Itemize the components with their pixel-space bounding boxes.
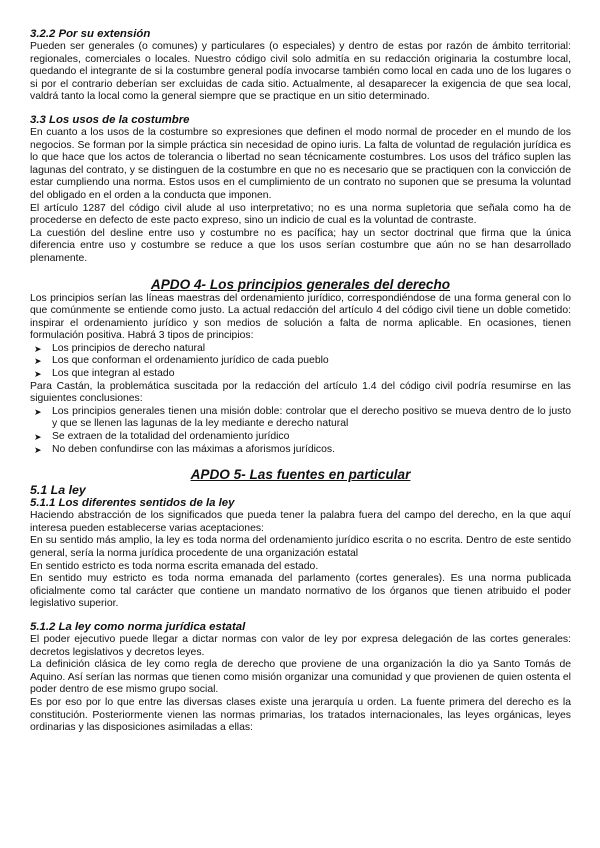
list-item: ➤ Se extraen de la totalidad del ordenamiento jurídico: [34, 431, 290, 443]
section-5-1-1-paragraph-4: En sentido muy estricto es toda norma emanada del parlamento (cortes generales). Es una norma publicada oficialmente como tal carácter que contiene un mandato normativo de los órganos que tienen atribuido el poder legislativo superior.: [30, 573, 571, 610]
apdo-4-paragraph-2: Para Castán, la problemática suscitada por la redacción del artículo 1.4 del código civil podría resumirse en las siguientes conclusiones:: [30, 380, 571, 405]
apdo-4-title: APDO 4- Los principios generales del derecho: [150, 276, 451, 292]
list-item: ➤ No deben confundirse con las máximas a aforismos jurídicos.: [34, 443, 335, 455]
section-3-3-paragraph-1: En cuanto a los usos de la costumbre so expresiones que definen el modo normal de proceder en el mundo de los negocios. Se forman por la simple práctica sin necesidad de opino iuris. La falta de voluntad de regulación jurídica es lo que hace que los actos de tolerancia o libertad no sean técnicamente costumbres. Los usos del tráfico suplen las lagunas del contrato, y se distinguen de la costumbre en que no es necesario que se practiquen con la convicción de estar cumpliendo una norma. Estos usos en el cumplimiento de un contrato no suponen que se presuma la voluntad del obligado en el orden a la conducta que imponen.: [30, 126, 571, 201]
list-item: ➤ Los principios de derecho natural: [34, 342, 206, 354]
section-3-3-title: 3.3 Los usos de la costumbre: [30, 113, 190, 126]
section-5-1-2-paragraph-1: El poder ejecutivo puede llegar a dictar normas con valor de ley por expresa delegación de las cortes generales: decretos legislativos y decretos leyes.: [30, 633, 571, 658]
section-5-1-title: 5.1 La ley: [30, 483, 86, 498]
arrowhead-bullet-icon: ➤: [34, 432, 42, 443]
arrowhead-bullet-icon: ➤: [34, 444, 42, 455]
section-3-2-2-title: 3.2.2 Por su extensión: [30, 28, 151, 40]
section-5-1-1-paragraph-1: Haciendo abstracción de los significados que pueda tener la palabra fuera del campo del derecho, en la que aquí interesa pueden establecerse varias aceptaciones:: [30, 510, 571, 534]
arrowhead-bullet-icon: ➤: [34, 343, 42, 354]
section-5-1-2-title: 5.1.2 La ley como norma jurídica estatal: [30, 620, 246, 633]
section-3-3-paragraph-3: La cuestión del desline entre uso y costumbre no es pacífica; hay un sector doctrinal que firma que la única diferencia entre uso y costumbre se reduce a que los usos serían costumbre que aún no se han desarrollado plenamente.: [30, 227, 571, 264]
section-3-2-2-paragraph: Pueden ser generales (o comunes) y particulares (o especiales) y dentro de estas por razón de ámbito territorial: regionales, comerciales o locales. Nuestro código civil solo admitía en su redacción originaria la costumbre local, quedando el integrante de si la costumbre general podía invocarse también como local en cada uno de los lugares o si por el contrario deberían ser excluidas de cada sitio. Actualmente, al desaparecer la exigencia de que sea local, valdrá tanto la local como la general siempre que se practique en un sitio determinado.: [30, 41, 571, 103]
arrowhead-bullet-icon: ➤: [34, 369, 42, 380]
conclusions-list: [30, 406, 571, 456]
section-5-1-1-paragraph-2: En su sentido más amplio, la ley es toda norma del ordenamiento jurídico escrita o no escrita. Dentro de este sentido general, sería la norma jurídica procedente de una organización estatal: [30, 535, 571, 559]
apdo-5-title: APDO 5- Las fuentes en particular: [190, 467, 411, 483]
section-5-1-2-paragraph-3: Es por eso por lo que entre las diversas clases existe una jerarquía u orden. La fuente primera del derecho es la constitución. Posteriormente vienen las normas primarias, los tratados internacionales, las leyes orgánicas, leyes ordinarias y las disposiciones asimiladas a ellas:: [30, 696, 571, 734]
section-5-1-1-title: 5.1.1 Los diferentes sentidos de la ley: [30, 497, 235, 510]
list-item: ➤ Los principios generales tienen una misión doble: controlar que el derecho positivo se mueva dentro de lo justo y que se llenen las lagunas de la ley mediante e derecho natural: [34, 405, 571, 430]
list-item: ➤ Los que conforman el ordenamiento jurídico de cada pueblo: [34, 355, 329, 367]
section-3-3-paragraph-2: El artículo 1287 del código civil alude al uso interpretativo; no es una norma supletoria que señala como ha de procederse en defecto de este pacto expreso, sino un indicio de cual es la voluntad de contraste.: [30, 202, 571, 227]
list-item: ➤ Los que integran al estado: [34, 368, 175, 380]
section-5-1-2-paragraph-2: La definición clásica de ley como regla de derecho que proviene de una organización la dio ya Santo Tomás de Aquino. Así serían las normas que tienen como misión organizar una comunidad y que provienen de quien ostenta el poder dentro de ese mismo grupo social.: [30, 659, 571, 696]
arrowhead-bullet-icon: ➤: [34, 406, 42, 417]
principles-list: [30, 343, 571, 381]
document-page: [30, 28, 571, 735]
section-5-1-1-paragraph-3: En sentido estricto es toda norma escrita emanada del estado.: [30, 560, 319, 572]
apdo-4-paragraph-1: Los principios serían las líneas maestras del ordenamiento jurídico, correspondiéndose de una forma general con lo que comúnmente se entiende como justo. La actual redacción del artículo 4 del código civil tiene un doble cometido: inspirar el ordenamiento jurídico y son medios de solución a falta de norma aplicable. En ocasiones, tienen formulación positiva. Habrá 3 tipos de principios:: [30, 292, 571, 342]
arrowhead-bullet-icon: ➤: [34, 356, 42, 367]
